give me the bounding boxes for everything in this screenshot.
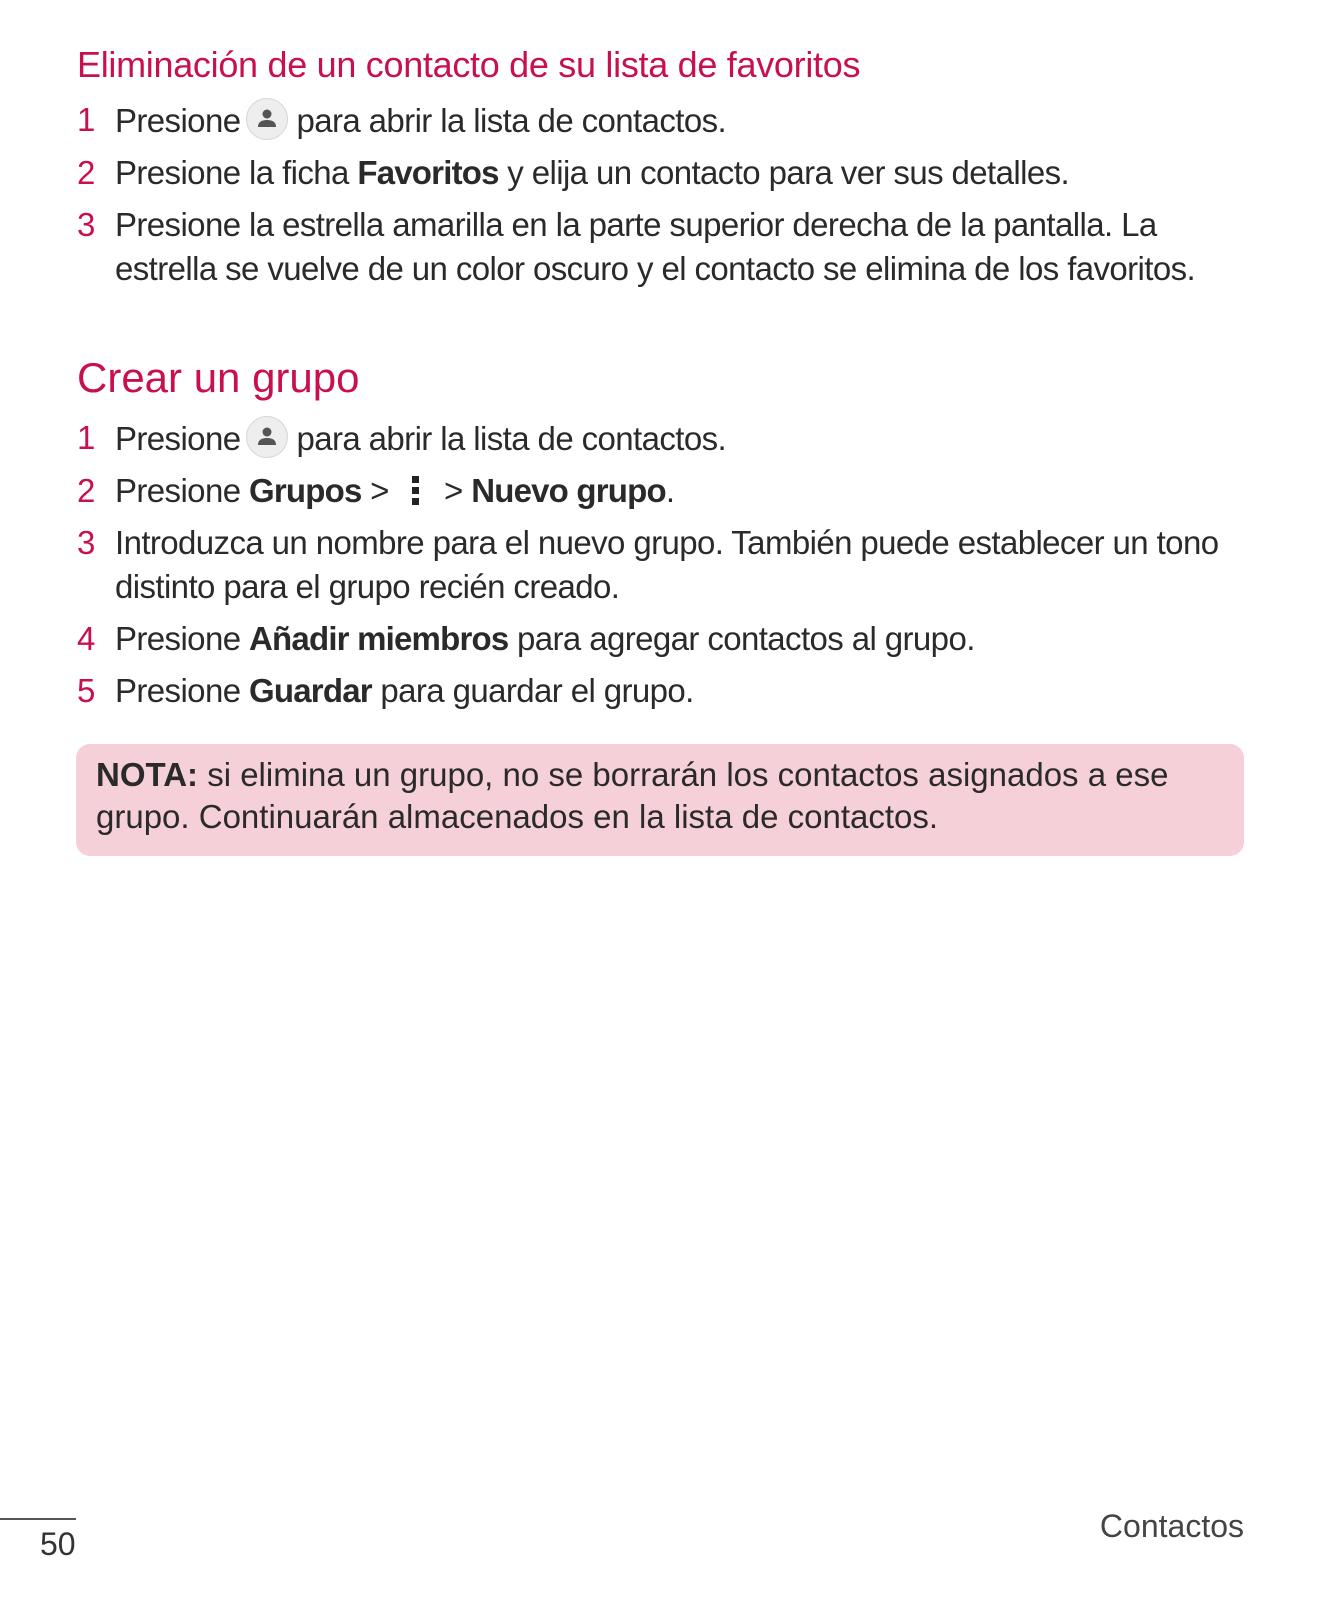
step-number: 1 [77,101,95,138]
step-text: para abrir la lista de contactos. [296,102,727,139]
separator: > [435,472,472,509]
step-text: y elija un contacto para ver sus detalles. [498,154,1070,191]
note-text: si elimina un grupo, no se borrarán los contactos asignados a ese grupo. Continuarán almacenados en la lista de contactos. [96,756,1169,835]
footer-divider [0,1518,76,1520]
step-text: Presione la estrella amarilla en la parte superior derecha de la pantalla. La estrella se vuelve de un color oscuro y el contacto se elimina de los favoritos. [115,206,1196,287]
ui-term-groups: Grupos [249,472,362,509]
step-text: . [665,472,675,509]
step-text: Presione [115,620,250,657]
step-text: para agregar contactos al grupo. [508,620,975,657]
contacts-app-icon [246,416,288,458]
remove-favorite-steps [77,98,1237,299]
step-text: Presione [115,102,241,139]
step-item [77,203,1237,291]
ui-term-save: Guardar [249,672,372,709]
note-box [76,744,1244,856]
section-heading-create-group: Crear un grupo [77,354,360,401]
step-number: 3 [77,524,95,561]
step-number: 1 [77,419,95,456]
ui-term-add-members: Añadir miembros [249,620,509,657]
contacts-app-icon [246,98,288,140]
step-item [77,617,1237,661]
more-options-icon [403,470,429,510]
step-number: 4 [77,620,95,657]
step-number: 2 [77,472,95,509]
ui-term-favorites-tab: Favoritos [357,154,499,191]
separator: > [361,472,398,509]
step-number: 3 [77,206,95,243]
step-item [77,669,1237,713]
step-item [77,98,1237,143]
section-subheading-remove-favorite: Eliminación de un contacto de su lista de favoritos [77,44,861,85]
step-text: Introduzca un nombre para el nuevo grupo. También puede establecer un tono distinto para el grupo recién creado. [115,524,1219,605]
step-item [77,521,1237,609]
page-number: 50 [40,1526,76,1562]
step-text: Presione [115,420,241,457]
step-text: para guardar el grupo. [371,672,694,709]
ui-term-new-group: Nuevo grupo [471,472,666,509]
step-number: 2 [77,154,95,191]
step-item [77,151,1237,195]
step-item [77,416,1237,461]
create-group-steps [77,416,1237,721]
step-text: Presione [115,472,250,509]
footer-section-name: Contactos [1099,1508,1244,1544]
step-text: Presione [115,672,250,709]
step-number: 5 [77,672,95,709]
step-text: para abrir la lista de contactos. [296,420,727,457]
step-text: Presione la ficha [115,154,358,191]
note-label: NOTA: [96,756,199,793]
step-item [77,469,1237,513]
